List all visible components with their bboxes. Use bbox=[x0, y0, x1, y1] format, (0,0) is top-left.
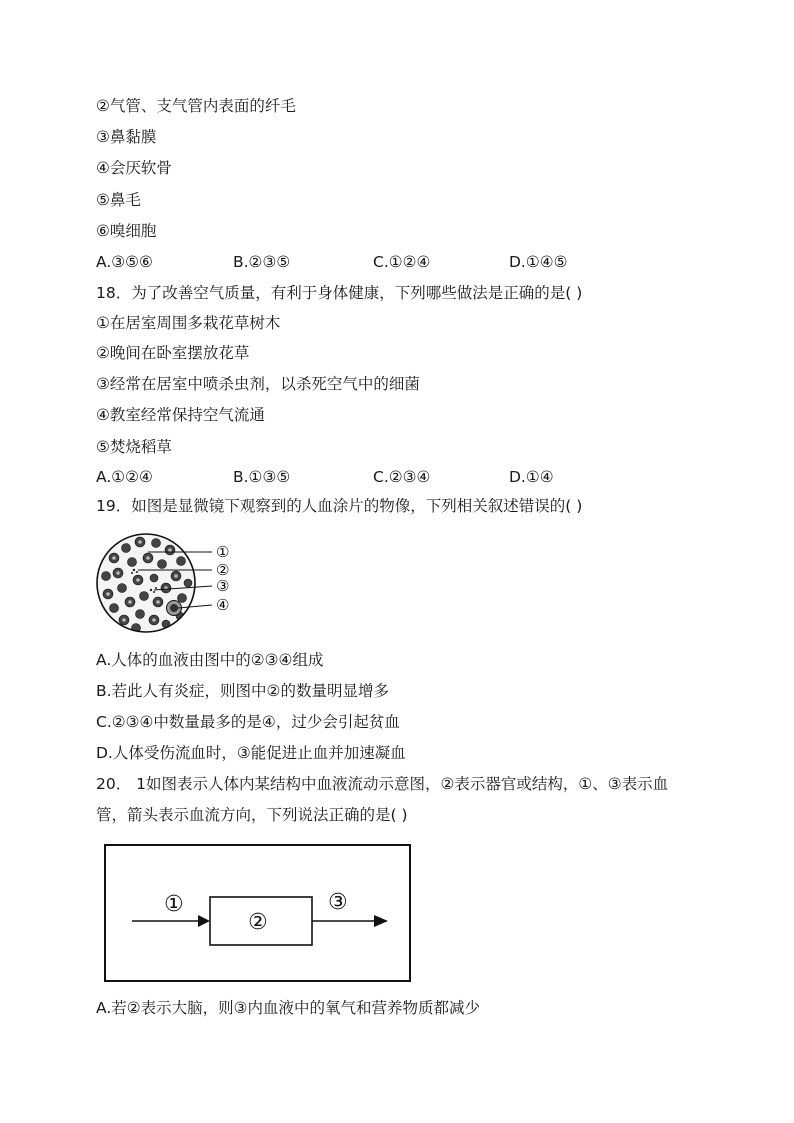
blood-flow-diagram bbox=[100, 840, 416, 986]
q19-option-d[interactable]: D.人体受伤流血时，③能促进止血并加速凝血 bbox=[96, 744, 406, 762]
q17-item-5: ⑤鼻毛 bbox=[96, 191, 141, 209]
q18-option-b[interactable]: B.①③⑤ bbox=[233, 468, 291, 486]
q17-option-a[interactable]: A.③⑤⑥ bbox=[96, 253, 153, 271]
q18-item-1: ①在居室周围多栽花草树木 bbox=[96, 314, 281, 332]
q18-item-4: ④教室经常保持空气流通 bbox=[96, 406, 265, 424]
q17-item-2: ②气管、支气管内表面的纤毛 bbox=[96, 97, 296, 115]
vessel-label-1: ① bbox=[164, 892, 184, 917]
q18-item-3: ③经常在居室中喷杀虫剂，以杀死空气中的细菌 bbox=[96, 375, 420, 393]
figure-label-1: ① bbox=[216, 543, 230, 561]
q19-option-a[interactable]: A.人体的血液由图中的②③④组成 bbox=[96, 651, 324, 669]
q19-stem: 19．如图是显微镜下观察到的人血涂片的物像，下列相关叙述错误的( ) bbox=[96, 497, 583, 515]
q17-item-4: ④会厌软骨 bbox=[96, 159, 172, 177]
q18-option-c[interactable]: C.②③④ bbox=[373, 468, 431, 486]
figure-label-3: ③ bbox=[216, 577, 230, 595]
q18-option-d[interactable]: D.①④ bbox=[509, 468, 554, 486]
q20-stem-line2: 管，箭头表示血流方向，下列说法正确的是( ) bbox=[96, 806, 408, 824]
q17-option-c[interactable]: C.①②④ bbox=[373, 253, 431, 271]
q17-option-d[interactable]: D.①④⑤ bbox=[509, 253, 568, 271]
q20-option-a[interactable]: A.若②表示大脑，则③内血液中的氧气和营养物质都减少 bbox=[96, 999, 481, 1017]
q19-option-c[interactable]: C.②③④中数量最多的是④，过少会引起贫血 bbox=[96, 713, 400, 731]
q18-option-a[interactable]: A.①②④ bbox=[96, 468, 153, 486]
organ-label-2: ② bbox=[248, 910, 268, 935]
q18-item-2: ②晚间在卧室摆放花草 bbox=[96, 344, 250, 362]
q17-item-3: ③鼻黏膜 bbox=[96, 128, 157, 146]
q17-option-b[interactable]: B.②③⑤ bbox=[233, 253, 291, 271]
q18-stem: 18．为了改善空气质量，有利于身体健康，下列哪些做法是正确的是( ) bbox=[96, 284, 583, 302]
vessel-label-3: ③ bbox=[328, 890, 348, 915]
figure-label-4: ④ bbox=[216, 596, 230, 614]
q18-item-5: ⑤焚烧稻草 bbox=[96, 438, 172, 456]
q17-item-6: ⑥嗅细胞 bbox=[96, 222, 157, 240]
figure-label-2: ② bbox=[216, 561, 230, 579]
blood-smear-figure bbox=[96, 528, 246, 638]
q20-stem-line1: 20． 1如图表示人体内某结构中血液流动示意图，②表示器官或结构，①、③表示血 bbox=[96, 775, 669, 793]
q19-option-b[interactable]: B.若此人有炎症，则图中②的数量明显增多 bbox=[96, 682, 389, 700]
